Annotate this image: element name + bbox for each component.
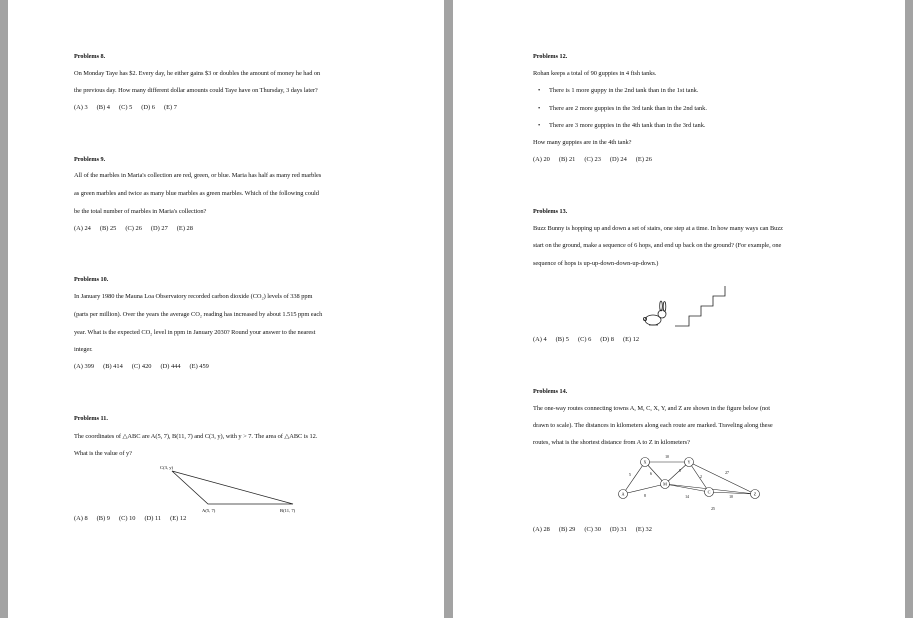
choice-d: (D) 24	[609, 156, 627, 163]
label-b: B(11, 7)	[280, 508, 296, 513]
problem-8-choices	[74, 104, 186, 111]
problem-8-title: Problems 8.	[74, 53, 106, 60]
choice-c: (C) 23	[584, 156, 601, 163]
problem-14-line-3: routes, what is the shortest distance from A to Z in kilometers?	[533, 439, 690, 446]
label-c: C(3, y)	[160, 465, 174, 470]
town-label: X	[643, 459, 647, 465]
choice-a: (A) 399	[74, 363, 95, 370]
problem-11-title: Problems 11.	[74, 415, 108, 422]
problem-9-line-1: All of the marbles in Maria's collection are red, green, or blue. Maria has half as many red marbles	[74, 172, 322, 179]
problem-10-line-2: (parts per million). Over the years the average CO₂ reading has increased by about 1.515 ppm each	[74, 311, 323, 318]
choice-c: (C) 5	[118, 104, 133, 111]
choice-c: (C) 420	[131, 363, 152, 370]
choice-a: (A) 28	[533, 526, 550, 533]
choice-a: (A) 24	[74, 225, 91, 232]
choice-b: (B) 414	[103, 363, 123, 370]
choice-d: (D) 8	[600, 336, 614, 343]
route-distance-label: 10	[665, 455, 669, 459]
problem-14-line-1: The one-way routes connecting towns A, M, C, X, Y, and Z are shown in the figure below (not	[533, 405, 771, 412]
stairs-figure	[639, 280, 729, 330]
route-distance-label: 5	[629, 473, 631, 477]
label-a: A(5, 7)	[202, 508, 216, 513]
document-page-right	[453, 0, 905, 618]
choice-d: (D) 6	[141, 104, 155, 111]
route-a-x	[623, 459, 647, 494]
town-label: A	[621, 491, 625, 497]
choice-e: (E) 12	[622, 336, 640, 343]
route-a-m	[623, 481, 667, 494]
choice-b: (B) 29	[558, 526, 576, 533]
problem-10-line-4: integer.	[74, 346, 93, 353]
problem-11-line-2: What is the value of y?	[74, 450, 132, 457]
choice-a: (A) 4	[533, 336, 547, 343]
choice-b: (B) 4	[96, 104, 110, 111]
problem-10-line-1: In January 1980 the Mauna Loa Observatory recorded carbon dioxide (CO₂) levels of 338 ppm	[74, 293, 313, 300]
problem-10-line-3: year. What is the expected CO₂ level in ppm in January 2030? Round your answer to the nearest	[74, 329, 316, 336]
town-label: Y	[687, 459, 691, 465]
problem-9-line-3: be the total number of marbles in Maria's collection?	[74, 208, 207, 215]
choice-d: (D) 11	[144, 515, 162, 522]
choice-b: (B) 21	[558, 156, 576, 163]
problem-11-line-1: The coordinates of △ABC are A(5, 7), B(11, 7) and C(3, y), with y > 7. The area of △ABC is 12.	[74, 433, 318, 440]
choice-a: (A) 8	[74, 515, 88, 522]
choice-d: (D) 27	[150, 225, 168, 232]
problem-9-title: Problems 9.	[74, 156, 106, 163]
route-distance-label: 10	[729, 495, 733, 499]
choice-c: (C) 30	[584, 526, 601, 533]
choice-e: (E) 459	[189, 363, 209, 370]
route-distance-label: 8	[644, 494, 646, 498]
town-label: Z	[753, 491, 757, 497]
choice-b: (B) 5	[555, 336, 569, 343]
route-distance-label: 25	[711, 507, 715, 511]
choice-d: (D) 31	[609, 526, 627, 533]
bunny-icon	[643, 301, 666, 325]
problem-10-choices	[74, 363, 218, 370]
choice-b: (B) 25	[99, 225, 117, 232]
choice-c: (C) 26	[125, 225, 142, 232]
problem-12-question: How many guppies are in the 4th tank?	[533, 139, 632, 146]
problem-8-line-1: On Monday Taye has $2. Every day, he either gains $3 or doubles the amount of money he had on	[74, 70, 321, 77]
problem-13-line-2: start on the ground, make a sequence of 6 hops, and end up back on the ground? (For example, one	[533, 242, 782, 249]
choice-b: (B) 9	[96, 515, 110, 522]
choice-a: (A) 3	[74, 104, 88, 111]
choice-e: (E) 32	[635, 526, 652, 533]
problem-12-bullet-3: • There are 3 more guppies in the 4th tank than in the 3rd tank.	[549, 122, 706, 129]
problem-9-line-2: as green marbles and twice as many blue marbles as green marbles. Which of the following could	[74, 190, 319, 197]
route-m-y	[665, 459, 691, 484]
choice-a: (A) 20	[533, 156, 550, 163]
choice-e: (E) 7	[163, 104, 177, 111]
route-distance-label: 27	[725, 471, 729, 475]
choice-e: (E) 28	[176, 225, 193, 232]
route-distance-label: 5	[679, 469, 681, 473]
problem-12-intro: Rohan keeps a total of 90 guppies in 4 fish tanks.	[533, 70, 657, 77]
problem-13-title: Problems 13.	[533, 208, 568, 215]
route-y-z	[687, 459, 755, 494]
choice-c: (C) 10	[118, 515, 136, 522]
route-distance-label: 14	[685, 495, 689, 499]
problem-12-bullet-2: • There are 2 more guppies in the 3rd tank than in the 2nd tank.	[549, 105, 707, 112]
route-distance-label: 6	[650, 472, 652, 476]
problem-13-line-1: Buzz Bunny is hopping up and down a set of stairs, one step at a time. In how many ways can Buzz	[533, 225, 783, 232]
route-distance-label: 2	[700, 475, 702, 479]
choice-e: (E) 12	[170, 515, 187, 522]
triangle-abc	[172, 471, 293, 504]
problem-12-bullet-1: • There is 1 more guppy in the 2nd tank than in the 1st tank.	[549, 87, 698, 94]
problem-14-title: Problems 14.	[533, 388, 568, 395]
document-page-left	[8, 0, 444, 618]
town-label: M	[663, 481, 667, 487]
problem-9-choices	[74, 225, 202, 232]
problem-11-choices	[74, 515, 195, 522]
problem-12-choices	[533, 156, 661, 163]
town-label: C	[707, 489, 711, 495]
route-graph	[613, 452, 763, 514]
problem-14-choices	[533, 526, 661, 533]
problem-8-line-2: the previous day. How many different dollar amounts could Taye have on Thursday, 3 days later?	[74, 87, 318, 94]
triangle-figure	[148, 460, 308, 516]
choice-d: (D) 444	[160, 363, 181, 370]
problem-13-line-3: sequence of hops is up-up-down-down-up-down.)	[533, 260, 659, 267]
problem-10-title: Problems 10.	[74, 276, 109, 283]
problem-14-line-2: drawn to scale). The distances in kilometers along each route are marked. Traveling along these	[533, 422, 773, 429]
problem-13-choices	[533, 336, 648, 343]
problem-12-title: Problems 12.	[533, 53, 568, 60]
choice-e: (E) 26	[635, 156, 652, 163]
choice-c: (C) 6	[577, 336, 592, 343]
stairs-shape	[675, 286, 725, 326]
